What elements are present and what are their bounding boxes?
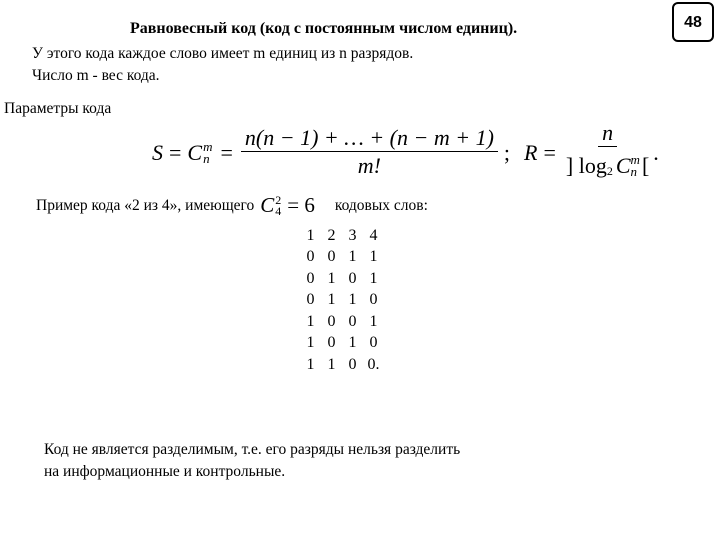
table-row xyxy=(300,354,384,376)
example-prefix: Пример кода «2 из 4», имеющего xyxy=(36,196,255,214)
slide-number: 48 xyxy=(672,2,714,42)
slide-title: Равновесный код (код с постоянным числом единиц). xyxy=(130,20,518,37)
code-formula xyxy=(152,120,659,185)
formula-c: C xyxy=(187,139,203,165)
formula-r: R xyxy=(524,139,538,165)
formula-denominator: m! xyxy=(357,153,382,178)
table-cell: 0 xyxy=(369,291,378,309)
intro-line-2: Число m - вес кода. xyxy=(32,67,160,84)
table-row xyxy=(300,268,384,290)
table-cell: 0 xyxy=(327,248,336,266)
table-header-cell: 4 xyxy=(369,226,378,244)
table-cell: 0 xyxy=(327,334,336,352)
formula-c-sup: m xyxy=(203,138,213,154)
formula-fraction xyxy=(241,125,498,180)
table-cell: 1 xyxy=(369,269,378,287)
example-c-sup: 2 xyxy=(275,192,282,207)
table-row xyxy=(300,333,384,355)
formula-r-c-sub: n xyxy=(630,164,638,179)
formula-r-den-sub: 2 xyxy=(606,164,613,178)
example-eq-value: = 6 xyxy=(287,193,315,217)
table-cell: 1 xyxy=(327,291,336,309)
formula-r-c: C xyxy=(615,153,631,178)
table-cell: 0. xyxy=(367,355,380,373)
table-cell: 0 xyxy=(348,269,357,287)
table-cell: 0 xyxy=(306,248,315,266)
table-header-cell: 1 xyxy=(306,226,315,244)
example-c: C xyxy=(260,193,275,217)
formula-r-numerator: n xyxy=(598,120,617,147)
formula-c-sub: n xyxy=(203,150,210,166)
code-table xyxy=(300,225,384,376)
table-cell: 1 xyxy=(327,355,336,373)
table-header-row xyxy=(300,225,384,247)
intro-line-1: У этого кода каждое слово имеет m единиц из n разрядов. xyxy=(32,45,414,62)
table-cell: 1 xyxy=(369,312,378,330)
formula-separator: ; xyxy=(503,139,511,165)
formula-eq-3: = xyxy=(543,139,556,165)
table-cell: 0 xyxy=(306,291,315,309)
formula-r-c-sup: m xyxy=(630,152,640,167)
table-header-cell: 2 xyxy=(327,226,336,244)
table-cell: 1 xyxy=(348,248,357,266)
example-line xyxy=(36,193,428,218)
formula-r-fraction xyxy=(562,120,653,185)
formula-eq-2: = xyxy=(220,139,233,165)
table-cell: 0 xyxy=(327,312,336,330)
table-cell: 0 xyxy=(348,312,357,330)
formula-eq-1: = xyxy=(169,139,182,165)
note-line-1: Код не является разделимым, т.е. его разряды нельзя разделить xyxy=(44,441,461,458)
table-cell: 0 xyxy=(369,334,378,352)
formula-r-den-left: ] log xyxy=(565,153,607,178)
example-c-sub: 4 xyxy=(275,203,282,218)
formula-dot: . xyxy=(653,139,659,165)
table-cell: 1 xyxy=(348,291,357,309)
table-cell: 1 xyxy=(348,334,357,352)
formula-numerator: n(n − 1) + … + (n − m + 1) xyxy=(241,125,498,152)
params-label: Параметры кода xyxy=(4,100,112,117)
table-cell: 0 xyxy=(348,355,357,373)
table-row xyxy=(300,247,384,269)
formula-r-den-right: [ xyxy=(641,153,650,178)
table-cell: 1 xyxy=(306,312,315,330)
table-cell: 1 xyxy=(369,248,378,266)
table-cell: 1 xyxy=(327,269,336,287)
table-row xyxy=(300,311,384,333)
example-suffix: кодовых слов: xyxy=(334,196,428,214)
table-cell: 1 xyxy=(306,334,315,352)
table-row xyxy=(300,290,384,312)
table-cell: 1 xyxy=(306,355,315,373)
table-cell: 0 xyxy=(306,269,315,287)
note-line-2: на информационные и контрольные. xyxy=(44,463,286,480)
formula-s: S xyxy=(152,139,163,165)
table-header-cell: 3 xyxy=(348,226,357,244)
